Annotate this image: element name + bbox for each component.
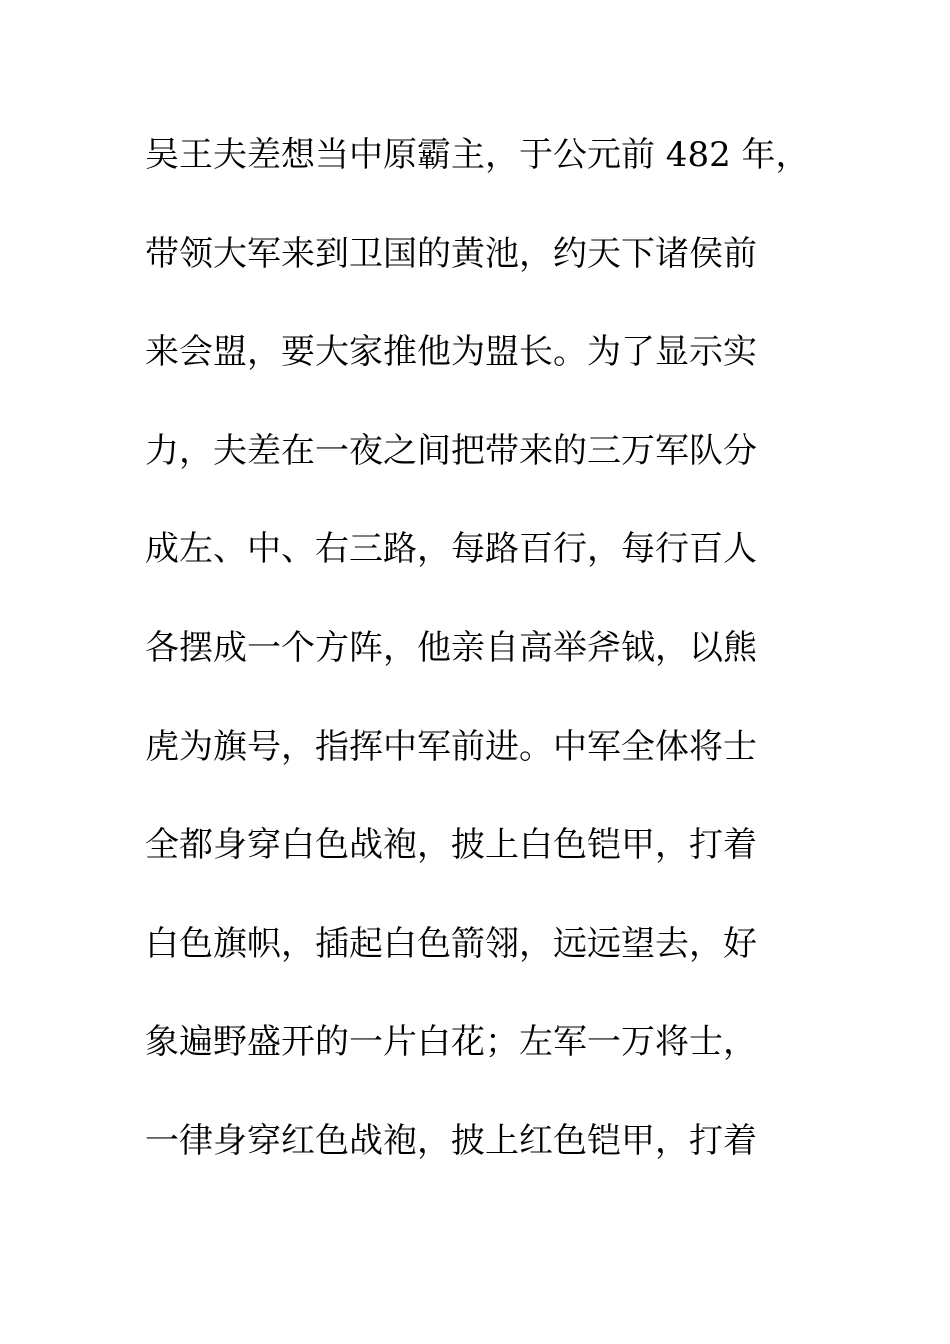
text-line: 各摆成一个方阵，他亲自高举斧钺，以熊 (145, 627, 757, 668)
text-line: 力，夫差在一夜之间把带来的三万军队分 (145, 430, 757, 471)
text-line: 来会盟，要大家推他为盟长。为了显示实 (145, 332, 757, 373)
text-line: 带领大军来到卫国的黄池，约天下诸侯前 (145, 233, 757, 274)
text-line: 全都身穿白色战袍，披上白色铠甲，打着 (145, 825, 757, 866)
text-line: 白色旗帜，插起白色箭翎，远远望去，好 (145, 923, 757, 964)
text-line: 象遍野盛开的一片白花；左军一万将士， (145, 1022, 757, 1063)
text-line: 虎为旗号，指挥中军前进。中军全体将士 (145, 726, 757, 767)
text-line: 吴王夫差想当中原霸主，于公元前 482 年， (145, 135, 810, 175)
text-line: 成左、中、右三路，每路百行，每行百人 (145, 529, 757, 570)
body-text (145, 126, 845, 1211)
text-line: 一律身穿红色战袍，披上红色铠甲，打着 (145, 1120, 757, 1161)
